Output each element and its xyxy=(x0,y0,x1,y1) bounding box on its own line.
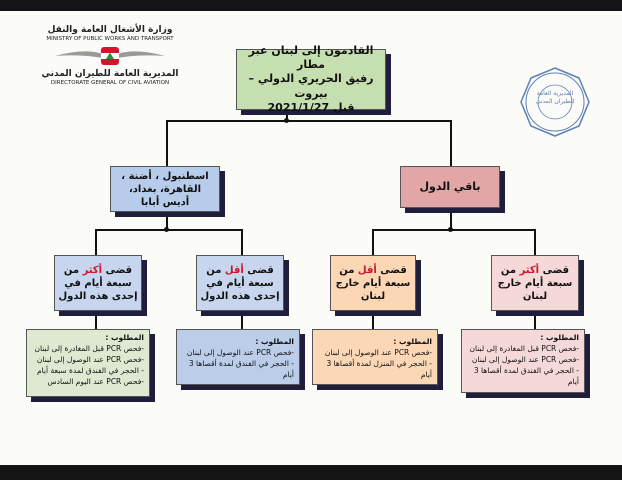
ministry-arabic: وزارة الأشغال العامة والنقل xyxy=(47,25,173,35)
case-line-3: إحدى هذه الدول xyxy=(58,290,138,302)
connector xyxy=(241,229,243,255)
case-line-3: لبنان xyxy=(522,290,548,302)
title-line-2: رفيق الحريري الدولي – بيروت xyxy=(248,72,374,100)
branch-line-2: القاهرة، بغداد، xyxy=(129,183,202,195)
connector xyxy=(372,229,536,231)
cedar-wings-logo xyxy=(45,44,175,68)
directorate-arabic: المديرية العامة للطيران المدني xyxy=(41,69,179,79)
directorate-english: DIRECTORATE GENERAL OF CIVIL AVIATION xyxy=(50,80,170,86)
requirements-box-2 xyxy=(176,329,300,385)
requirement-item: -فحص PCR عند الوصول إلى لبنان xyxy=(471,354,579,364)
stamp-text: المديرية العامة للطيران المدني xyxy=(535,90,575,105)
requirements-box-1 xyxy=(26,329,150,397)
requirement-item: - الحجر في الفندق لمدة أقصاها 3 أيام xyxy=(188,358,294,379)
connector xyxy=(95,229,243,231)
connector xyxy=(450,120,452,166)
branch-other-label: باقي الدول xyxy=(419,179,481,193)
title-line-3: قبل 2021/1/27 xyxy=(267,100,355,114)
case-more-than-seven-days-abroad xyxy=(491,255,579,311)
connector xyxy=(372,229,374,255)
emphasis-less: أقل xyxy=(357,264,377,276)
branch-other-countries xyxy=(400,166,500,208)
case-line-1: قضى أقل من xyxy=(206,264,274,276)
title-box xyxy=(236,43,386,114)
emphasis-more: أكثر xyxy=(82,264,103,276)
connector xyxy=(372,311,374,329)
letterhead xyxy=(30,25,190,86)
requirement-item: - الحجر في المنزل لمدة أقصاها 3 أيام xyxy=(326,358,432,379)
requirements-box-4 xyxy=(461,329,585,393)
requirements-title: المطلوب : xyxy=(540,333,579,342)
branch-line-1: اسطنبول ، أضنة ، xyxy=(121,170,209,182)
branch-listed-countries xyxy=(110,166,220,212)
case-less-than-seven-days-listed xyxy=(196,255,284,311)
connector xyxy=(450,208,452,229)
case-line-1: قضى أقل من xyxy=(339,264,407,276)
title-line-1: القادمون إلى لبنان عبر مطار xyxy=(248,43,374,72)
requirement-item: - الحجر في الفندق لمدة أقصاها 3 أيام xyxy=(473,365,579,386)
requirement-item: - الحجر في الفندق لمدة سبعة أيام xyxy=(37,365,144,375)
requirement-item: -فحص PCR عند الوصول إلى لبنان xyxy=(186,347,294,357)
requirement-item: -فحص PCR عند اليوم السادس xyxy=(47,376,144,386)
connector xyxy=(166,120,168,166)
connector xyxy=(241,311,243,329)
requirement-item: -فحص PCR عند الوصول إلى لبنان xyxy=(324,347,432,357)
emphasis-more: أكثر xyxy=(519,264,540,276)
requirement-item: -فحص PCR قبل المغادرة إلى لبنان xyxy=(469,343,579,353)
junction-dot xyxy=(448,227,453,232)
case-line-2: سبعة أيام في xyxy=(206,277,274,289)
connector xyxy=(534,229,536,255)
case-line-1: قضى أكثر من xyxy=(63,264,133,276)
requirement-item: -فحص PCR عند الوصول إلى لبنان xyxy=(36,354,144,364)
case-line-3: إحدى هذه الدول xyxy=(200,290,280,302)
connector xyxy=(95,311,97,329)
junction-dot xyxy=(164,227,169,232)
case-line-2: سبعة أيام خارج xyxy=(335,277,411,289)
connector xyxy=(95,229,97,255)
case-line-2: سبعة أيام خارج xyxy=(497,277,573,289)
connector xyxy=(166,120,452,122)
requirements-title: المطلوب : xyxy=(105,333,144,342)
connector xyxy=(534,311,536,329)
case-line-2: سبعة أيام في xyxy=(64,277,132,289)
junction-dot xyxy=(284,118,289,123)
case-more-than-seven-days-listed xyxy=(54,255,142,311)
ministry-english: MINISTRY OF PUBLIC WORKS AND TRANSPORT xyxy=(46,36,174,42)
branch-line-3: أديس أبابا xyxy=(140,196,190,208)
emphasis-less: أقل xyxy=(224,264,244,276)
requirement-item: -فحص PCR قبل المغادرة إلى لبنان xyxy=(34,343,144,353)
requirements-box-3 xyxy=(312,329,438,385)
case-line-3: لبنان xyxy=(360,290,386,302)
official-stamp xyxy=(519,66,591,138)
document-page xyxy=(0,11,622,465)
requirements-title: المطلوب : xyxy=(255,337,294,346)
case-less-than-seven-days-abroad xyxy=(330,255,416,311)
requirements-title: المطلوب : xyxy=(393,337,432,346)
case-line-1: قضى أكثر من xyxy=(500,264,570,276)
